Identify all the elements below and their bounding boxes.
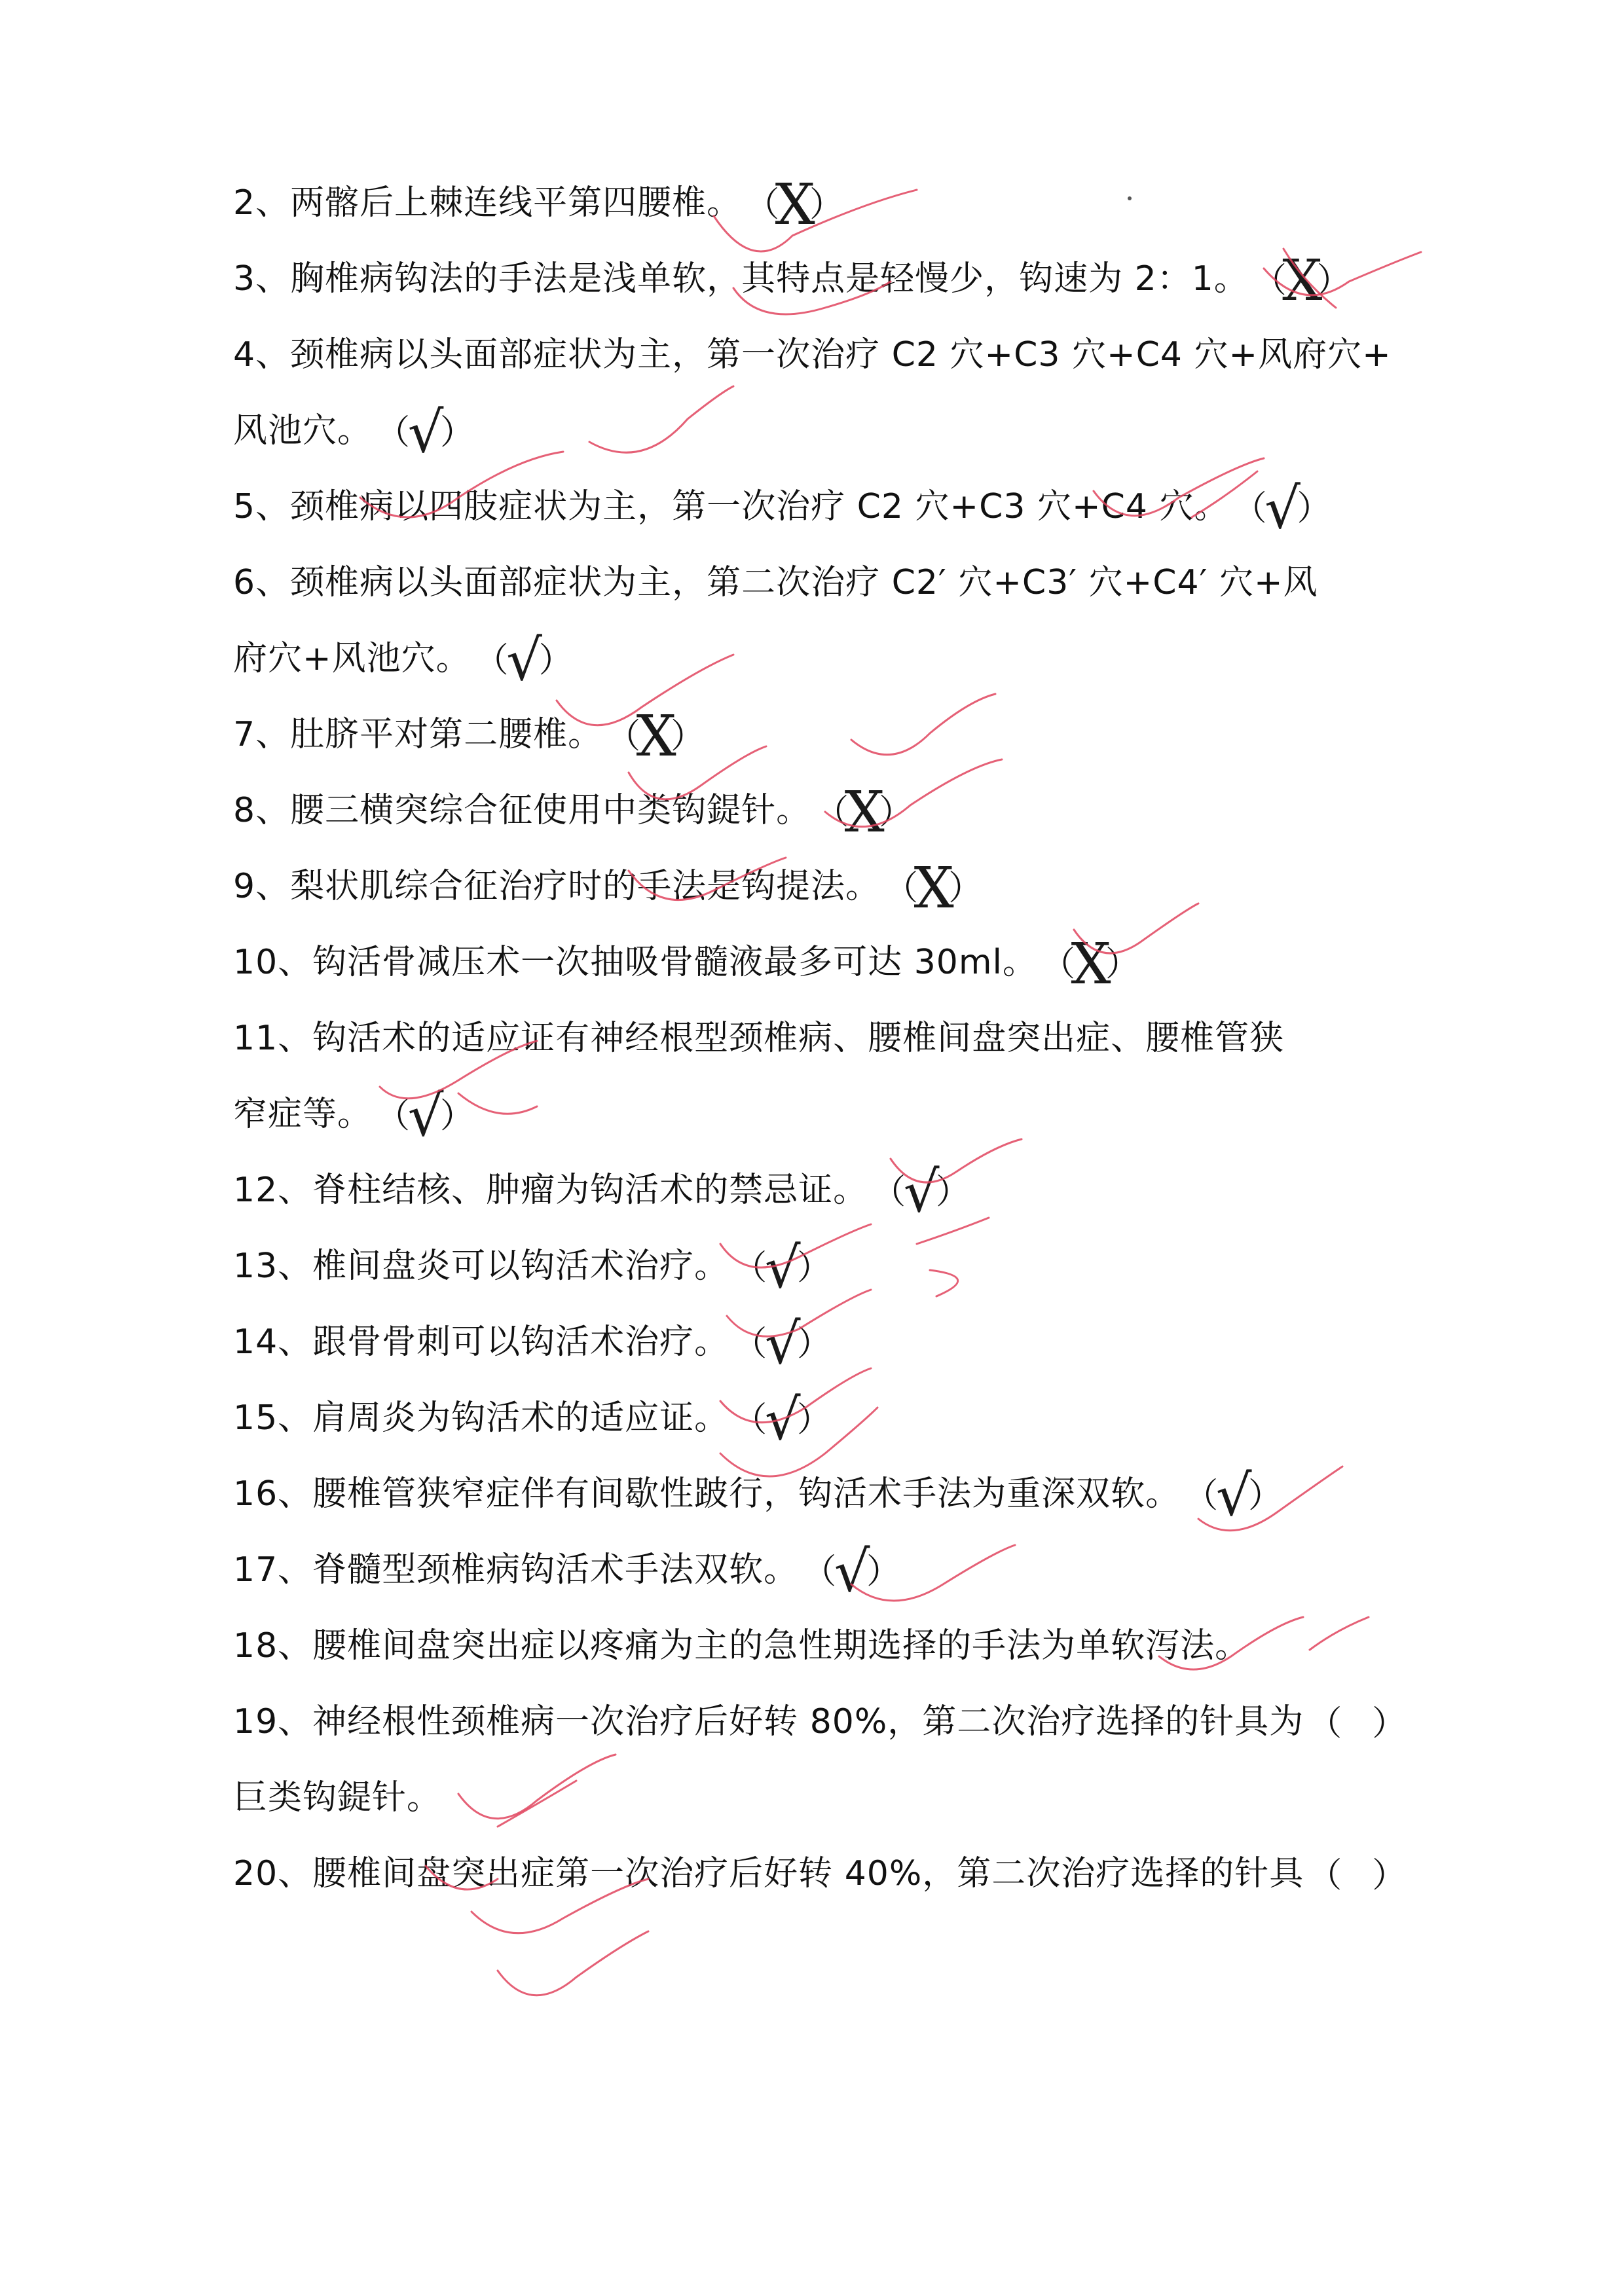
question-text: 府穴+风池穴。 [233, 639, 471, 678]
question-text: 11、钩活术的适应证有神经根型颈椎病、腰椎间盘突出症、腰椎管狭 [233, 1019, 1285, 1058]
question-line [233, 550, 1412, 615]
question-line [233, 1157, 1412, 1223]
answer-box: （ X ） [1041, 932, 1139, 997]
answer-mark: √ [407, 1084, 444, 1149]
question-text: 2、两髂后上棘连线平第四腰椎。 [233, 183, 742, 223]
question-text: 7、肚脐平对第二腰椎。 [233, 715, 603, 754]
question-text: 18、腰椎间盘突出症以疼痛为主的急性期选择的手法为单软泻法。 [233, 1626, 1250, 1666]
question-text: 15、肩周炎为钩活术的适应证。 [233, 1398, 729, 1438]
question-line [233, 322, 1412, 388]
question-text: 17、脊髓型颈椎病钩活术手法双软。 [233, 1550, 799, 1590]
grading-check-mark [498, 1931, 648, 1995]
answer-mark: √ [407, 400, 444, 465]
question-line [233, 626, 1412, 691]
question-line [233, 474, 1412, 539]
answer-box: （ X ） [1252, 248, 1351, 314]
answer-box: （ ） [1308, 1843, 1406, 1908]
question-text: 10、钩活骨减压术一次抽吸骨髓液最多可达 30ml。 [233, 943, 1037, 982]
answer-mark: √ [1264, 476, 1301, 541]
question-line [233, 778, 1412, 843]
question-line [233, 1613, 1412, 1679]
answer-box: （ √ ） [733, 1311, 832, 1377]
question-line [233, 1765, 1412, 1831]
question-line [233, 1233, 1412, 1299]
question-text: 16、腰椎管狭窄症伴有间歇性跛行，钩活术手法为重深双软。 [233, 1474, 1181, 1514]
answer-box: （ X ） [745, 172, 844, 238]
answer-box: （ ） [1308, 1691, 1406, 1757]
answer-mark: √ [764, 1235, 801, 1301]
question-text: 12、脊柱结核、肿瘤为钩活术的禁忌证。 [233, 1171, 868, 1210]
question-text: 窄症等。 [233, 1095, 373, 1134]
answer-box: （ √ ） [1232, 476, 1331, 541]
answer-mark: √ [764, 1387, 801, 1453]
question-line [233, 398, 1412, 464]
question-line [233, 1537, 1412, 1603]
answer-mark: X [844, 780, 885, 845]
question-text: 14、跟骨骨刺可以钩活术治疗。 [233, 1322, 729, 1362]
answer-mark: √ [903, 1159, 940, 1225]
question-text: 风池穴。 [233, 411, 373, 450]
answer-mark: X [1071, 932, 1111, 997]
answer-box: （ √ ） [376, 1084, 475, 1149]
question-line [233, 1006, 1412, 1071]
answer-mark: X [913, 856, 954, 921]
answer-box: （ √ ） [733, 1235, 832, 1301]
answer-mark: √ [506, 628, 542, 693]
answer-mark: X [775, 172, 815, 238]
question-text: 3、胸椎病钩法的手法是浅单软，其特点是轻慢少，钩速为 2：1。 [233, 259, 1249, 299]
question-text: 13、椎间盘炎可以钩活术治疗。 [233, 1247, 729, 1286]
question-text: 6、颈椎病以头面部症状为主，第二次治疗 C2′ 穴+C3′ 穴+C4′ 穴+风 [233, 563, 1318, 602]
question-line [233, 170, 1412, 236]
answer-mark: X [636, 704, 676, 769]
ink-dot [1128, 196, 1132, 200]
question-line [233, 1461, 1412, 1527]
answer-mark: √ [834, 1539, 870, 1605]
answer-mark: X [1282, 248, 1323, 314]
question-line [233, 1385, 1412, 1451]
answer-mark: √ [1215, 1463, 1252, 1529]
answer-box: （ √ ） [474, 628, 573, 693]
answer-box: （ √ ） [1184, 1463, 1283, 1529]
question-text: 9、梨状肌综合征治疗时的手法是钩提法。 [233, 867, 881, 906]
question-text: 巨类钩鍉针。 [233, 1778, 442, 1817]
question-text: 5、颈椎病以四肢症状为主，第一次治疗 C2 穴+C3 穴+C4 穴。 [233, 487, 1229, 526]
answer-box: （ √ ） [733, 1387, 832, 1453]
answer-mark: √ [764, 1311, 801, 1377]
question-line [233, 1309, 1412, 1375]
question-text: 4、颈椎病以头面部症状为主，第一次治疗 C2 穴+C3 穴+C4 穴+风府穴+ [233, 335, 1392, 374]
answer-box: （ X ） [606, 704, 705, 769]
question-line [233, 1689, 1412, 1755]
question-text: 19、神经根性颈椎病一次治疗后好转 80%，第二次治疗选择的针具为 [233, 1702, 1304, 1741]
question-line [233, 930, 1412, 995]
question-text: 20、腰椎间盘突出症第一次治疗后好转 40%，第二次治疗选择的针具 [233, 1854, 1304, 1893]
question-text: 8、腰三横突综合征使用中类钩鍉针。 [233, 791, 811, 830]
question-line [233, 854, 1412, 919]
question-line [233, 702, 1412, 767]
answer-box: （ √ ） [376, 400, 475, 465]
answer-box: （ X ） [884, 856, 983, 921]
answer-box: （ X ） [815, 780, 913, 845]
question-line [233, 246, 1412, 312]
question-line [233, 1082, 1412, 1147]
question-line [233, 1841, 1412, 1906]
answer-box: （ √ ） [872, 1159, 970, 1225]
answer-box: （ √ ） [802, 1539, 901, 1605]
